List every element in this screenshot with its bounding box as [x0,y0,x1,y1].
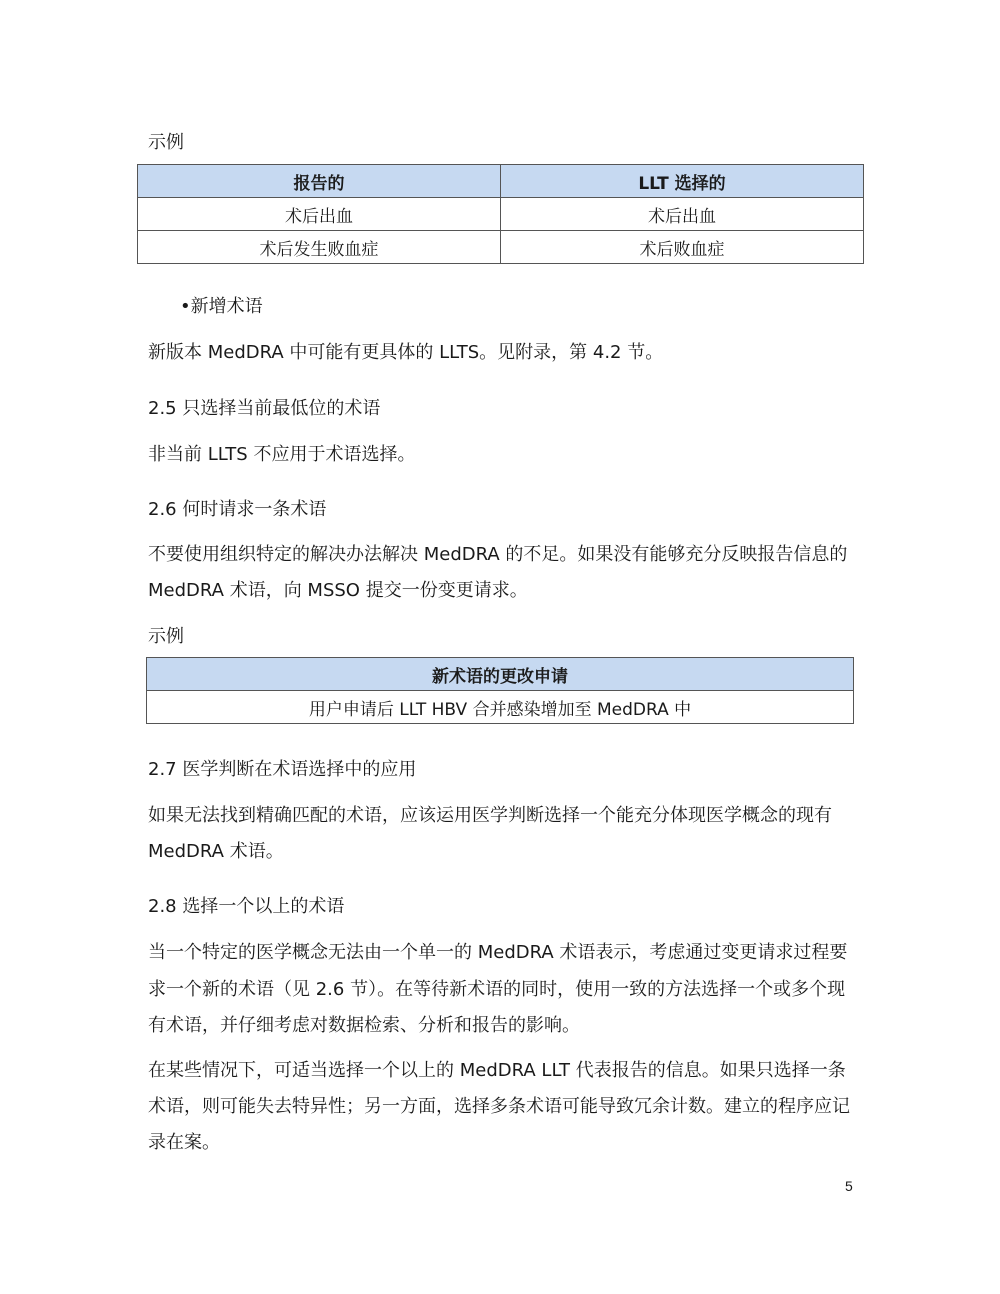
example-label-1: 示例 [148,132,184,153]
paragraph-2-8a-line-3: 有术语，并仔细考虑对数据检索、分析和报告的影响。 [148,1015,580,1036]
paragraph-2-8a-line-1: 当一个特定的医学概念无法由一个单一的 MedDRA 术语表示，考虑通过变更请求过程要 [148,942,848,963]
table-cell: 术后发生败血症 [138,231,501,264]
paragraph-2-7-line-2: MedDRA 术语。 [148,841,284,862]
table-row [138,231,864,264]
table-row [138,198,864,231]
example-label-2: 示例 [148,626,184,647]
table-cell: 术后出血 [138,198,501,231]
paragraph-2-8b-line-2: 术语，则可能失去特异性；另一方面，选择多条术语可能导致冗余计数。建立的程序应记 [148,1096,850,1117]
table-header-reported: 报告的 [138,165,501,198]
paragraph-new-version: 新版本 MedDRA 中可能有更具体的 LLTS。见附录，第 4.2 节。 [148,342,664,363]
bullet-new-terms: •新增术语 [180,296,263,317]
paragraph-2-5: 非当前 LLTS 不应用于术语选择。 [148,444,416,465]
paragraph-2-6-line-2: MedDRA 术语，向 MSSO 提交一份变更请求。 [148,580,528,601]
change-request-table [146,657,854,724]
llt-selection-table [137,164,864,264]
paragraph-2-8a-line-2: 求一个新的术语（见 2.6 节）。在等待新术语的同时，使用一致的方法选择一个或多个现 [148,979,846,1000]
page-number: 5 [845,1178,853,1194]
table-header-change-request: 新术语的更改申请 [147,658,854,691]
table-row [147,691,854,724]
paragraph-2-7-line-1: 如果无法找到精确匹配的术语，应该运用医学判断选择一个能充分体现医学概念的现有 [148,805,832,826]
paragraph-2-8b-line-1: 在某些情况下，可适当选择一个以上的 MedDRA LLT 代表报告的信息。如果只选择一条 [148,1060,846,1081]
section-heading-2-6: 2.6 何时请求一条术语 [148,499,327,520]
section-heading-2-7: 2.7 医学判断在术语选择中的应用 [148,759,417,780]
table-header-llt-selected: LLT 选择的 [501,165,864,198]
table-cell: 用户申请后 LLT HBV 合并感染增加至 MedDRA 中 [147,691,854,724]
paragraph-2-8b-line-3: 录在案。 [148,1132,220,1153]
section-heading-2-5: 2.5 只选择当前最低位的术语 [148,398,381,419]
table-cell: 术后败血症 [501,231,864,264]
paragraph-2-6-line-1: 不要使用组织特定的解决办法解决 MedDRA 的不足。如果没有能够充分反映报告信息的 [148,544,848,565]
section-heading-2-8: 2.8 选择一个以上的术语 [148,896,345,917]
table-cell: 术后出血 [501,198,864,231]
